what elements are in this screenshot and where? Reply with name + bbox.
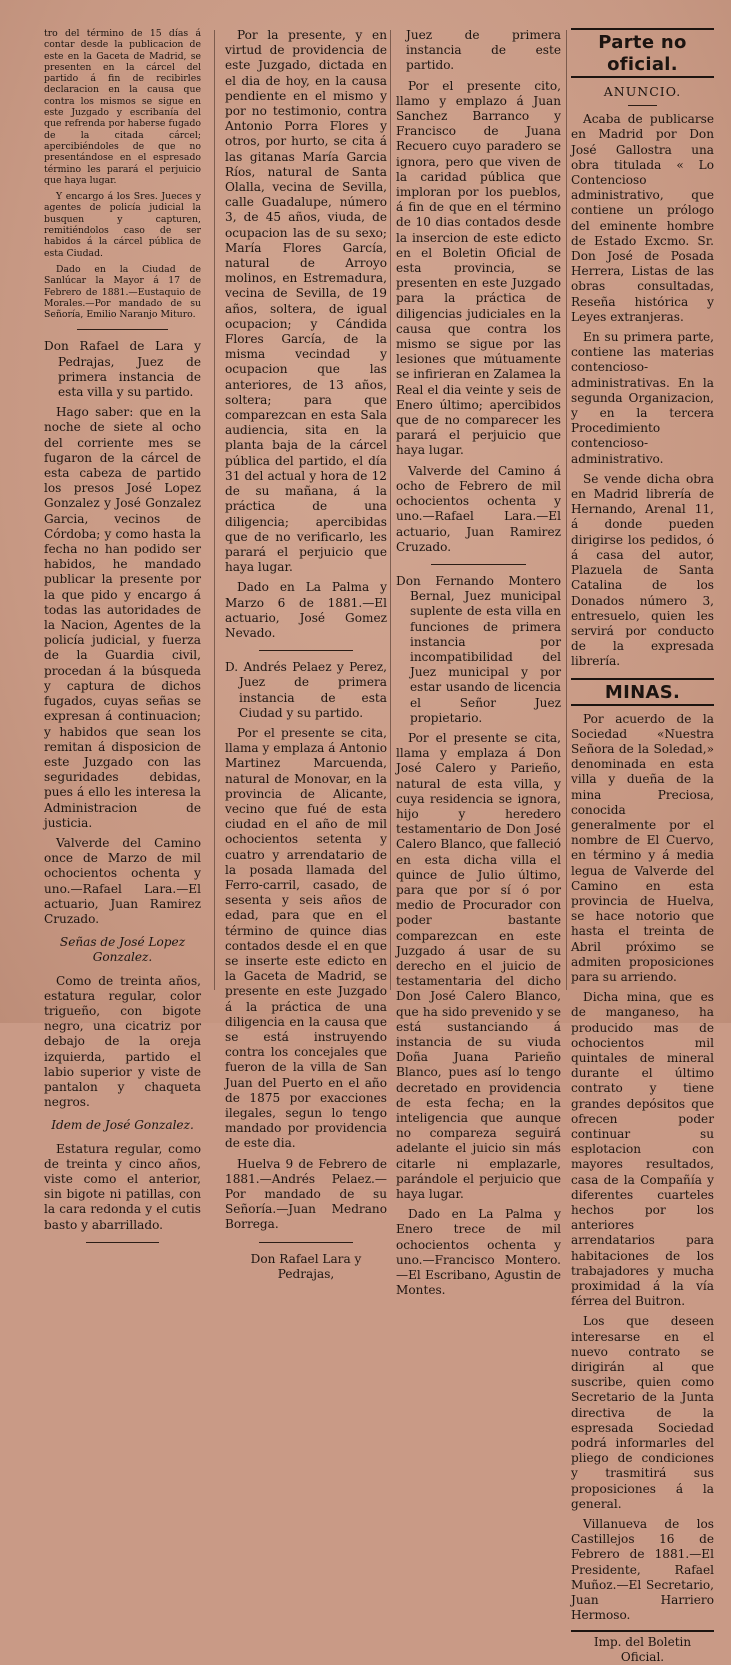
edict-heading: D. Andrés Pelaez y Perez, Juez de primera instancia de esta Ciudad y su partido. <box>225 660 387 720</box>
column-divider <box>566 30 567 990</box>
separator-rule <box>259 1242 353 1243</box>
signature-line: Dado en la Ciudad de Sanlúcar la Mayor á 17 de Febrero de 1881.—Eustaquio de Morales.—Por mandado de su Señoría, Emilio Naranjo Mituro. <box>44 263 201 321</box>
edict-heading: Don Rafael Lara y Pedrajas, <box>250 1251 362 1281</box>
separator-rule <box>431 564 527 565</box>
section-header <box>571 678 714 706</box>
anuncio-title: ANUNCIO. <box>603 84 682 99</box>
paragraph: Acaba de publicarse en Madrid por Don José Gallostra una obra titulada « Lo Contencioso administrativo, que contiene un prólogo del eminente hombre de Estado Excmo. Sr. Don José de Posada Herrera, Listas de las obras consultadas, Reseña histórica y Leyes extranjeras. <box>571 112 714 324</box>
signature-line: Villanueva de los Castillejos 16 de Febrero de 1881.—El Presidente, Rafael Muñoz.—El Secretario, Juan Harriero Hermoso. <box>571 1517 714 1623</box>
description-heading: Idem de José Gonzalez. <box>51 1118 194 1133</box>
signature-line: Valverde del Camino once de Marzo de mil ochocientos ochenta y uno.—Rafael Lara.—El actuario, Juan Ramirez Cruzado. <box>44 835 201 926</box>
description-heading: Señas de José Lopez Gonzalez. <box>59 935 186 965</box>
paragraph: En su primera parte, contiene las materias contencioso-administrativas. En la segunda Organizacion, y en la tercera Procedimiento contencioso-administrativo. <box>571 330 714 466</box>
section-header <box>571 28 714 78</box>
column-divider <box>214 30 215 990</box>
column-divider <box>390 30 391 990</box>
paragraph: Por el presente se cita, llama y emplaza á Don José Calero y Parieño, natural de esta villa, y cuya residencia se ignora, hijo y heredero testamentario de Don José Calero Blanco, que falleció en esta dicha villa el quince de Julio último, para que por sí ó por medio de Procurador con poder bastante comparezcan en este Juzgado á usar de su derecho en el juicio de testamentaria del dicho Don José Calero Blanco, que ha sido prevenido y se está sustanciando á instancia de su viuda Doña Juana Parieño Blanco, pues así lo tengo decretado en providencia de esta fecha; en la inteligencia que aunque no compareza seguirá adelante el juicio sin más citarle ni emplazarle, parándole el perjuicio que haya lugar. <box>396 730 561 1202</box>
edict-heading: Juez de primera instancia de este partido. <box>406 28 561 73</box>
column-3 <box>396 28 561 1303</box>
paragraph: Estatura regular, como de treinta y cinco años, viste como el anterior, sin bigote ni patillas, con la cara redonda y el cutis basto y abarrillado. <box>44 1141 201 1232</box>
paragraph: tro del término de 15 días á contar desde la publicacion de este en la Gaceta de Madrid, se presenten en la cárcel del partido á fin de recibirles declaracion en la causa que contra los mismos se sigue en este Juzgado y escribanía del que refrenda por haberse fugado de la citada cárcel; apercibiéndoles de que no presentándose en el espresado término les parará el perjuicio que haya lugar. <box>44 28 201 186</box>
column-1 <box>44 28 201 1252</box>
edict-heading: Don Fernando Montero Bernal, Juez municipal suplente de esta villa en funciones de primera instancia por incompatibilidad del Juez municipal y por estar usando de licencia el Señor Juez propietario. <box>396 573 561 725</box>
minas-title: MINAS. <box>604 681 681 703</box>
edict-continuation <box>44 28 201 320</box>
paragraph: Por el presente se cita, llama y emplaza á Antonio Martinez Marcuenda, natural de Monovar, en la provincia de Alicante, vecino que fué de esta ciudad en el año de mil ochocientos setenta y cuatro y arrendatario de la posada llamada del Ferro-carril, casado, de sesenta y seis años de edad, para que en el término de quince dias contados desde el en que se inserte este edicto en la Gaceta de Madrid, se presente en este Juzgado á la práctica de una diligencia en la causa que se está instruyendo contra los concejales que fueron de la villa de San Juan del Puerto en el año de 1875 por exacciones ilegales, segun lo tengo mandado por providencia de este dia. <box>225 725 387 1151</box>
edict-heading: Don Rafael de Lara y Pedrajas, Juez de primera instancia de esta villa y su partido. <box>44 339 201 400</box>
paragraph: Y encargo á los Sres. Jueces y agentes de policía judicial la busquen y capturen, remitiéndolos caso de ser habidos á la cárcel pública de esta Ciudad. <box>44 191 201 259</box>
column-2 <box>225 28 387 1287</box>
separator-rule <box>86 1242 158 1243</box>
signature-line: Dado en La Palma y Marzo 6 de 1881.—El actuario, José Gomez Nevado. <box>225 580 387 640</box>
paragraph: Por la presente, y en virtud de providencia de este Juzgado, dictada en el dia de hoy, en la causa pendiente en el mismo y por no testimonio, contra Antonio Porra Flores y otros, por hurto, se cita á las gitanas María Garcia Ríos, natural de Santa Olalla, vecina de Sevilla, calle Guadalupe, número 3, de 45 años, viuda, de ocupacion las de su sexo; María Flores García, natural de Arroyo molinos, en Estremadura, vecina de Sevilla, de 19 años, soltera, de igual ocupacion; y Cándida Flores García, de la misma vecindad y ocupacion que las anteriores, de 13 años, soltera; para que comparezcan en esta Sala audiencia, sita en la planta baja de la cárcel pública del partido, el día 31 del actual y hora de 12 de su mañana, á la práctica de una diligencia; apercibidas que de no verificarlo, les parará el perjuicio que haya lugar. <box>225 28 387 575</box>
separator-rule <box>77 329 168 330</box>
separator-rule <box>259 650 353 651</box>
paragraph: Se vende dicha obra en Madrid librería de Hernando, Arenal 11, á donde pueden dirigirse los pedidos, ó á casa del autor, Plazuela de Santa Catalina de los Donados número 3, entresuelo, quien les servirá por conducto de la expresada librería. <box>571 471 714 669</box>
paragraph: Por acuerdo de la Sociedad «Nuestra Señora de la Soledad,» denominada en esta villa y dueña de la mina Preciosa, conocida generalmente por el nombre de El Cuervo, en término y á media legua de Valverde del Camino en esta provincia de Huelva, se hace notorio que hasta el treinta de Abril próximo se admiten proposiciones para su arriendo. <box>571 711 714 984</box>
paragraph: Los que deseen interesarse en el nuevo contrato se dirigirán al que suscribe, quien como Secretario de la Junta directiva de la espresada Sociedad podrá informarles del pliego de condiciones y trasmitirá sus proposiciones á la general. <box>571 1314 714 1511</box>
paragraph: Por el presente cito, llamo y emplazo á Juan Sanchez Barranco y Francisco de Juana Recuero cuyo paradero se ignora, pero que viven de la caridad pública que imploran por los pueblos, á fin de que en el término de 10 dias contados desde la insercion de este edicto en el Boletin Oficial de esta provincia, se presenten en este Juzgado para la práctica de diligencias judiciales en la causa que contra los mismo se sigue por las lesiones que mútuamente se infirieran en Zalamea la Real el dia veinte y seis de Enero último; apercibidos que de no comparecer les parará el perjuicio que haya lugar. <box>396 78 561 458</box>
printer-imprint: Imp. del Boletin Oficial. <box>593 1634 692 1664</box>
section-title: Parte no oficial. <box>598 32 687 75</box>
signature-line: Huelva 9 de Febrero de 1881.—Andrés Pelaez.—Por mandado de su Señoría.—Juan Medrano Borrega. <box>225 1156 387 1232</box>
column-4 <box>571 28 714 1665</box>
paragraph: Dicha mina, que es de manganeso, ha producido mas de ochocientos mil quintales de mineral durante el último contrato y tiene grandes depósitos que ofrecen poder continuar su esplotacion con mayores resultados, casa de la Compañía y diferentes cuarteles hechos por los anteriores arrendatarios para habitaciones de los trabajadores y mucha proximidad á la vía férrea del Buitron. <box>571 990 714 1309</box>
footer-rule <box>571 1630 714 1632</box>
paragraph: Hago saber: que en la noche de siete al ocho del corriente mes se fugaron de la cárcel de esta cabeza de partido los presos José Lopez Gonzalez y José Gonzalez Garcia, vecinos de Córdoba; y como hasta la fecha no han podido ser habidos, he mandado publicar la presente por la que pido y encargo á todas las autoridades de la Nacion, Agentes de la policía judicial, y fuerza de la Guardia civil, procedan á la búsqueda y captura de dichos fugados, cuyas señas se expresan á continuacion; y habidos que sean los remitan á disposicion de este Juzgado con las seguridades debidas, pues á ello les interesa la Administracion de justicia. <box>44 405 201 830</box>
separator-rule <box>628 105 657 106</box>
paragraph: Como de treinta años, estatura regular, color trigueño, con bigote negro, una cicatriz por debajo de la oreja izquierda, partido el labio superior y viste de pantalon y chaqueta negros. <box>44 973 201 1110</box>
signature-line: Valverde del Camino á ocho de Febrero de mil ochocientos ochenta y uno.—Rafael Lara.—El actuario, Juan Ramirez Cruzado. <box>396 463 561 554</box>
signature-line: Dado en La Palma y Enero trece de mil ochocientos ochenta y uno.—Francisco Montero.—El Escribano, Agustin de Montes. <box>396 1207 561 1298</box>
